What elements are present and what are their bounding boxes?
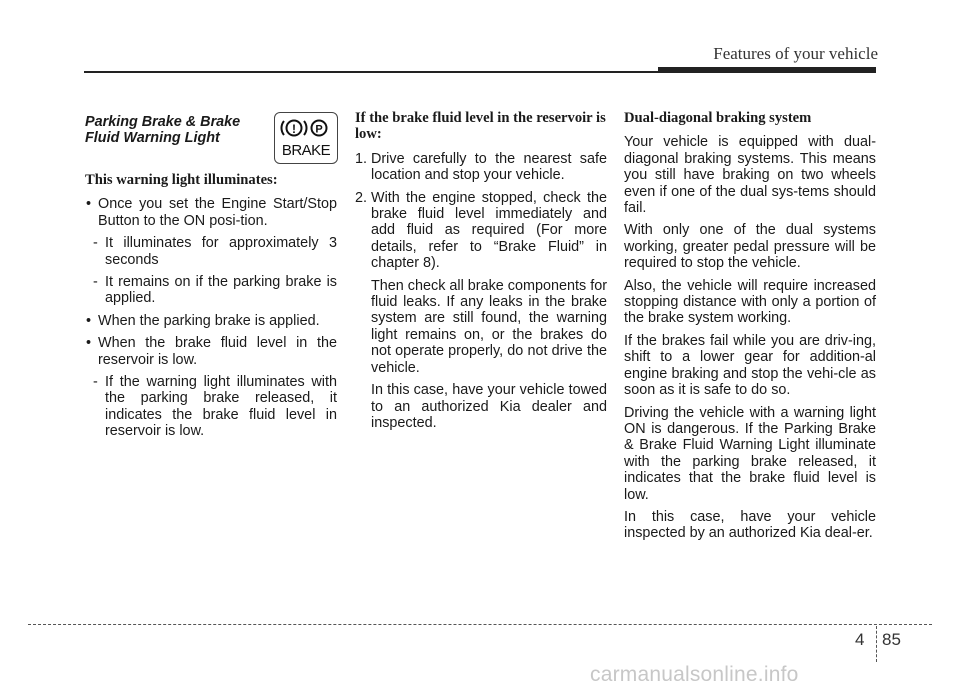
step-text: Drive carefully to the nearest safe location and stop your vehicle.: [371, 150, 607, 184]
paragraph: With only one of the dual systems working, greater pedal pressure will be required to stop the vehicle.: [624, 222, 876, 272]
svg-text:P: P: [315, 123, 323, 136]
dual-diagonal-heading: Dual-diagonal braking system: [624, 110, 812, 126]
section-title-line1: Parking Brake & Brake: [85, 114, 241, 130]
step-number: 2.: [355, 189, 368, 206]
illuminates-heading: This warning light illuminates:: [85, 172, 278, 188]
paragraph: Also, the vehicle will require increased stopping distance with only a portion of the brake system working.: [624, 277, 876, 327]
list-item: [85, 196, 337, 229]
bullet-mark: •: [86, 196, 92, 213]
page-number: 85: [882, 630, 901, 649]
list-item-text: Once you set the Engine Start/Stop Button to the ON posi-tion.: [98, 196, 337, 229]
footer-rule: [28, 624, 932, 625]
list-item-text: When the brake fluid level in the reservoir is low.: [98, 335, 337, 368]
sub-list-item-text: It remains on if the parking brake is applied.: [105, 274, 337, 307]
running-header: Features of your vehicle: [713, 44, 878, 63]
bullet-mark: •: [86, 335, 92, 352]
fluid-low-heading: If the brake fluid level in the reservoir is low:: [355, 110, 606, 143]
svg-text:!: !: [292, 122, 296, 136]
sub-list-item: [85, 374, 337, 440]
paragraph: In this case, have your vehicle towed to an authorized Kia dealer and inspected.: [371, 382, 607, 431]
dash-mark: -: [93, 374, 98, 391]
list-item: [85, 313, 337, 329]
column-fluid-low: [355, 110, 607, 437]
list-item-text: When the parking brake is applied.: [98, 312, 320, 329]
paragraph: If the brakes fail while you are driv-ing, shift to a lower gear for addition-al engine braking and stop the vehi-cle as soon as it is safe to do so.: [624, 332, 876, 399]
sub-list-item-text: It illuminates for approximately 3 seconds: [105, 235, 337, 268]
section-title: [85, 110, 255, 146]
header-rule-accent: [658, 67, 876, 72]
column-warning-light: [85, 110, 337, 446]
step-number: 1.: [355, 150, 368, 167]
paragraph: Then check all brake components for fluid leaks. If any leaks in the brake system are still found, the warning light remains on, or the brakes do not operate properly, do not drive the vehicle.: [371, 277, 607, 376]
section-title-line2: Fluid Warning Light: [85, 130, 220, 146]
footer-divider: [876, 626, 877, 662]
numbered-step: [355, 190, 607, 272]
sub-list-item: [85, 235, 337, 268]
step-text: With the engine stopped, check the brake fluid level immediately and add fluid as required (For more details, refer to “Brake Fluid” in chapter 8).: [371, 189, 607, 272]
paragraph: In this case, have your vehicle inspected by an authorized Kia deal-er.: [624, 508, 876, 542]
dash-mark: -: [93, 274, 98, 291]
dash-mark: -: [93, 235, 98, 252]
sub-list-item-text: If the warning light illuminates with the parking brake released, it indicates the brake fluid level in reservoir is low.: [105, 374, 337, 440]
watermark: carmanualsonline.info: [590, 663, 799, 686]
paragraph: Your vehicle is equipped with dual-diagonal braking systems. This means you still have braking on two wheels even if one of the dual sys-tems should fail.: [624, 134, 876, 217]
brake-icon-label: BRAKE: [281, 142, 331, 159]
section-header: [85, 110, 337, 162]
list-item: [85, 335, 337, 368]
bullet-mark: •: [86, 312, 92, 329]
column-dual-diagonal: [624, 110, 876, 548]
chapter-number: 4: [855, 630, 865, 649]
numbered-step: [355, 151, 607, 184]
paragraph: Driving the vehicle with a warning light ON is dangerous. If the Parking Brake & Brake Fluid Warning Light illuminate with the parking brake released, it indicates that the brake fluid level is low.: [624, 404, 876, 503]
brake-warning-icon: [274, 112, 338, 164]
sub-list-item: [85, 274, 337, 307]
